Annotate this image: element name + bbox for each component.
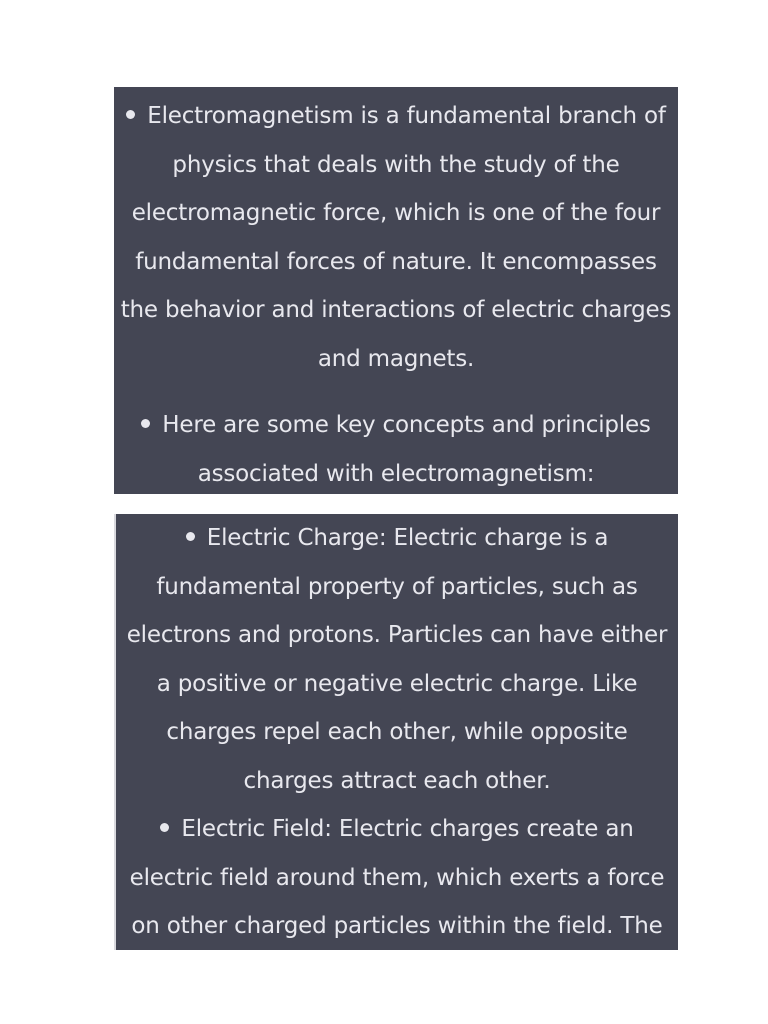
bullet-text: Electromagnetism is a fundamental branch of physics that deals with the study of the electromagnetic force, which is one of the four fundamental forces of nature. It encompasses the behavior and interactions of electric charges and magnets. bbox=[120, 103, 672, 372]
bullet-item bbox=[116, 514, 678, 805]
bullet-list-intro bbox=[114, 92, 678, 498]
bullet-icon bbox=[186, 532, 195, 541]
bullet-list-concepts bbox=[116, 514, 678, 951]
bullet-icon bbox=[126, 110, 135, 119]
text-panel-concepts bbox=[114, 514, 678, 950]
bullet-item bbox=[114, 92, 678, 383]
bullet-text: Electric Charge: Electric charge is a fundamental property of particles, such as electrons and protons. Particles can have either a positive or negative electric charge. Like charges repel each other, while opposite charges attract each other. bbox=[126, 525, 668, 794]
bullet-text: Here are some key concepts and principles associated with electromagnetism: bbox=[162, 412, 651, 487]
bullet-icon bbox=[160, 823, 169, 832]
bullet-text: Electric Field: Electric charges create an electric field around them, which exerts a force on other charged particles within the field. The bbox=[129, 816, 665, 939]
bullet-item bbox=[114, 401, 678, 498]
text-panel-intro bbox=[114, 87, 678, 494]
bullet-item bbox=[116, 805, 678, 951]
bullet-icon bbox=[141, 419, 150, 428]
bullet-spacer bbox=[114, 383, 678, 401]
